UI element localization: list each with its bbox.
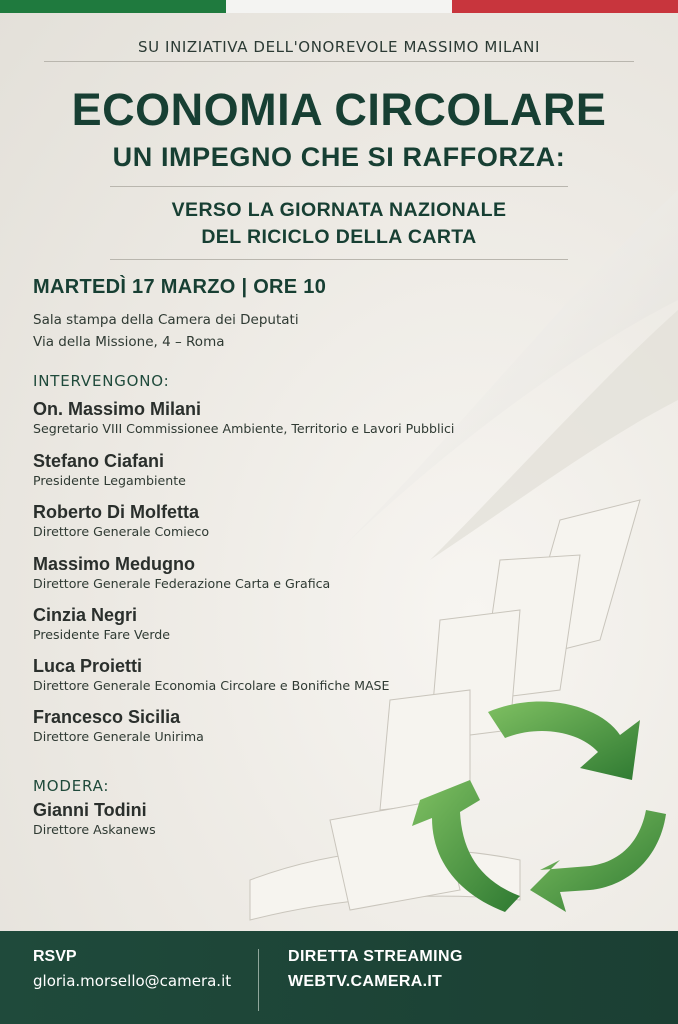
speakers-heading: INTERVENGONO: xyxy=(33,372,170,390)
divider-middle xyxy=(110,186,568,187)
speaker-role: Direttore Generale Federazione Carta e Grafica xyxy=(33,576,331,591)
speaker-role: Presidente Legambiente xyxy=(33,473,186,488)
speaker-item xyxy=(33,554,330,591)
speaker-name: Massimo Medugno xyxy=(33,554,196,574)
moderator-heading: MODERA: xyxy=(33,777,110,795)
theme-line-2: DEL RICICLO DELLA CARTA xyxy=(201,226,477,248)
venue-line-2: Via della Missione, 4 – Roma xyxy=(33,334,225,350)
speaker-role: Presidente Fare Verde xyxy=(33,627,171,642)
venue-line-1: Sala stampa della Camera dei Deputati xyxy=(33,312,299,328)
speaker-item xyxy=(33,502,209,539)
speaker-name: Luca Proietti xyxy=(33,656,143,676)
speaker-role: Segretario VIII Commissionee Ambiente, Territorio e Lavori Pubblici xyxy=(33,421,455,436)
footer-bar xyxy=(0,931,678,1024)
speaker-role: Direttore Generale Comieco xyxy=(33,524,210,539)
event-date-time: MARTEDÌ 17 MARZO | ORE 10 xyxy=(33,276,327,298)
moderator-item xyxy=(33,800,156,837)
moderator-role: Direttore Askanews xyxy=(33,822,156,837)
event-title: ECONOMIA CIRCOLARE xyxy=(71,84,607,135)
footer-separator xyxy=(258,949,259,1011)
speaker-name: Roberto Di Molfetta xyxy=(33,502,199,522)
speaker-name: Stefano Ciafani xyxy=(33,451,165,471)
divider-top xyxy=(44,61,634,62)
speaker-role: Direttore Generale Unirima xyxy=(33,729,204,744)
speaker-item xyxy=(33,656,390,693)
rsvp-label: RSVP xyxy=(33,948,77,965)
speaker-name: Cinzia Negri xyxy=(33,605,138,625)
speaker-name: On. Massimo Milani xyxy=(33,399,202,419)
streaming-url-link[interactable]: WEBTV.CAMERA.IT xyxy=(288,973,443,990)
streaming-label: DIRETTA STREAMING xyxy=(288,948,463,965)
speaker-item xyxy=(33,707,204,744)
divider-bottom xyxy=(110,259,568,260)
speaker-name: Francesco Sicilia xyxy=(33,707,181,727)
initiative-line: SU INIZIATIVA DELL'ONOREVOLE MASSIMO MILANI xyxy=(137,38,540,56)
speaker-item xyxy=(33,451,186,488)
theme-line-1: VERSO LA GIORNATA NAZIONALE xyxy=(171,199,507,221)
rsvp-email-link[interactable]: gloria.morsello@camera.it xyxy=(33,972,232,990)
moderator-name: Gianni Todini xyxy=(33,800,147,820)
event-theme xyxy=(0,197,678,251)
event-subtitle: UN IMPEGNO CHE SI RAFFORZA: xyxy=(112,142,566,172)
speaker-role: Direttore Generale Economia Circolare e Bonifiche MASE xyxy=(33,678,390,693)
speaker-item xyxy=(33,399,454,436)
speaker-item xyxy=(33,605,170,642)
event-venue xyxy=(33,309,299,353)
